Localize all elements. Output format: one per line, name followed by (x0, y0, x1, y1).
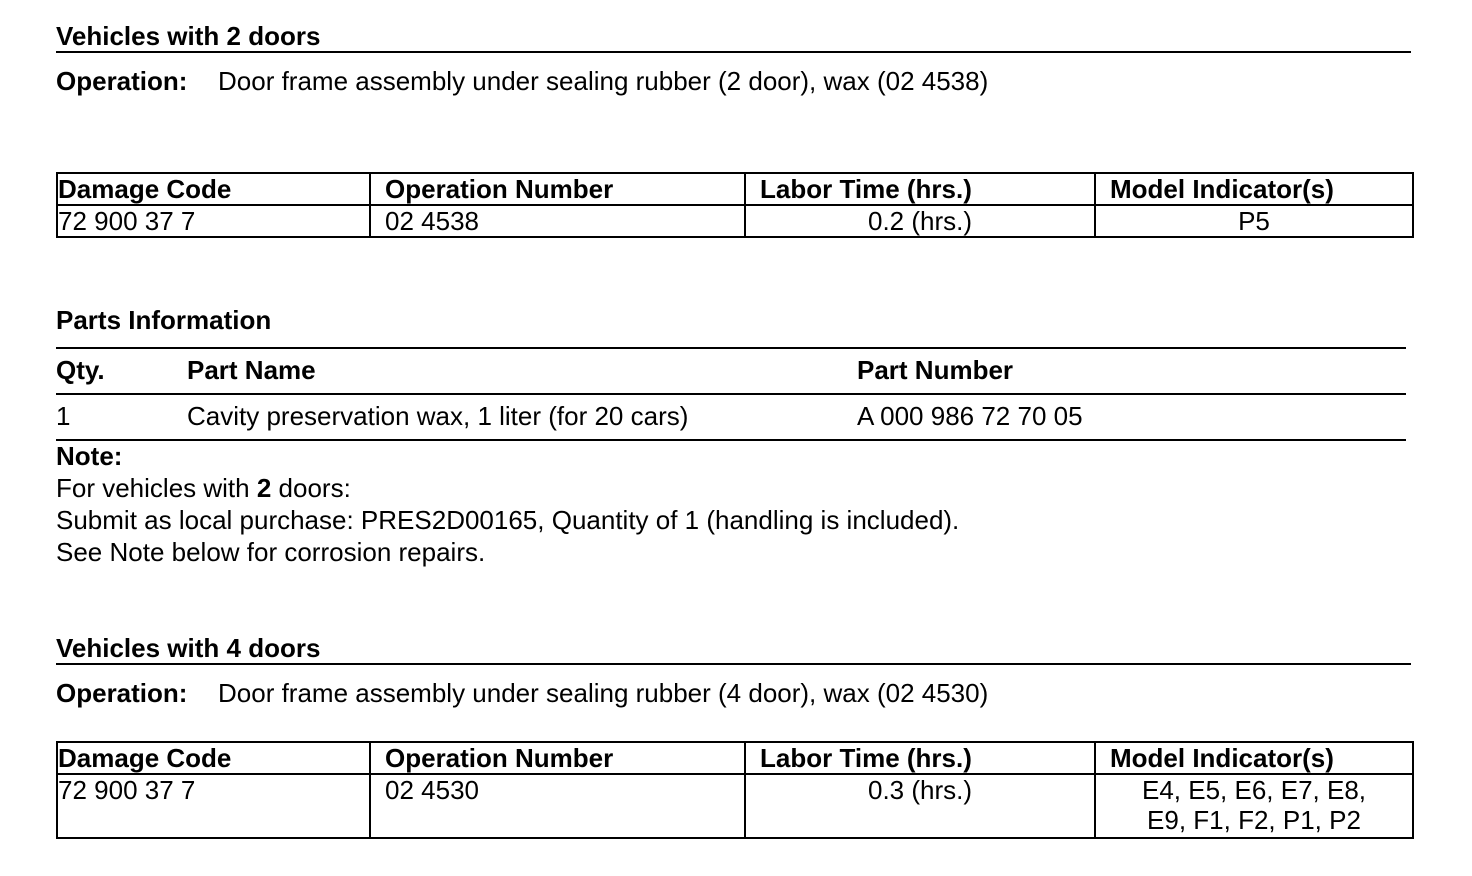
model-indicator-line-1: E4, E5, E6, E7, E8, (1141, 775, 1367, 805)
header-model-indicators: Model Indicator(s) (1095, 173, 1413, 205)
section-title-4-doors: Vehicles with 4 doors (56, 633, 1411, 665)
parts-header-row (56, 347, 1406, 395)
operation-line-4-doors (56, 678, 988, 708)
table-row (57, 774, 1413, 838)
operation-label: Operation: (56, 678, 188, 708)
header-labor-time: Labor Time (hrs.) (745, 742, 1095, 774)
labor-table-4-doors (56, 741, 1414, 839)
list-item (56, 395, 1406, 441)
table-header-row (57, 173, 1413, 205)
part-qty: 1 (56, 401, 71, 431)
table-header-row (57, 742, 1413, 774)
header-operation-number: Operation Number (370, 173, 745, 205)
parts-information-title: Parts Information (56, 305, 272, 335)
note-line-1-suffix: doors: (271, 473, 351, 503)
table-row (57, 205, 1413, 237)
model-indicator-line-2: E9, F1, F2, P1, P2 (1147, 805, 1361, 835)
labor-time-cell: 0.2 (hrs.) (745, 205, 1095, 237)
operation-label: Operation: (56, 66, 188, 96)
parts-table (56, 347, 1406, 441)
damage-code-cell: 72 900 37 7 (57, 205, 370, 237)
parts-header-number: Part Number (857, 355, 1014, 385)
operation-text: Door frame assembly under sealing rubber (2 door), wax (02 4538) (218, 66, 989, 96)
note-line-1-prefix: For vehicles with (56, 473, 257, 503)
header-damage-code: Damage Code (57, 173, 370, 205)
note-line-2: Submit as local purchase: PRES2D00165, Quantity of 1 (handling is included). (56, 505, 960, 535)
part-number: A 000 986 72 70 05 (857, 401, 1083, 431)
damage-code-cell: 72 900 37 7 (57, 774, 370, 838)
operation-number-cell: 02 4530 (370, 774, 745, 838)
section-title-2-doors: Vehicles with 2 doors (56, 21, 1411, 53)
operation-text: Door frame assembly under sealing rubber (4 door), wax (02 4530) (218, 678, 989, 708)
model-indicator-cell: P5 (1095, 205, 1413, 237)
labor-time-cell: 0.3 (hrs.) (745, 774, 1095, 838)
note-block (56, 440, 959, 568)
header-labor-time: Labor Time (hrs.) (745, 173, 1095, 205)
labor-table-2-doors (56, 172, 1414, 238)
note-line-3: See Note below for corrosion repairs. (56, 537, 486, 567)
note-line-1 (56, 472, 959, 504)
operation-number-cell: 02 4538 (370, 205, 745, 237)
header-model-indicators: Model Indicator(s) (1095, 742, 1413, 774)
model-indicator-cell (1095, 774, 1413, 838)
parts-header-qty: Qty. (56, 355, 105, 385)
header-operation-number: Operation Number (370, 742, 745, 774)
part-name: Cavity preservation wax, 1 liter (for 20 cars) (187, 401, 689, 431)
parts-header-name: Part Name (187, 355, 316, 385)
header-damage-code: Damage Code (57, 742, 370, 774)
operation-line-2-doors (56, 66, 988, 96)
note-line-1-bold: 2 (256, 473, 272, 503)
note-heading: Note: (56, 441, 123, 471)
